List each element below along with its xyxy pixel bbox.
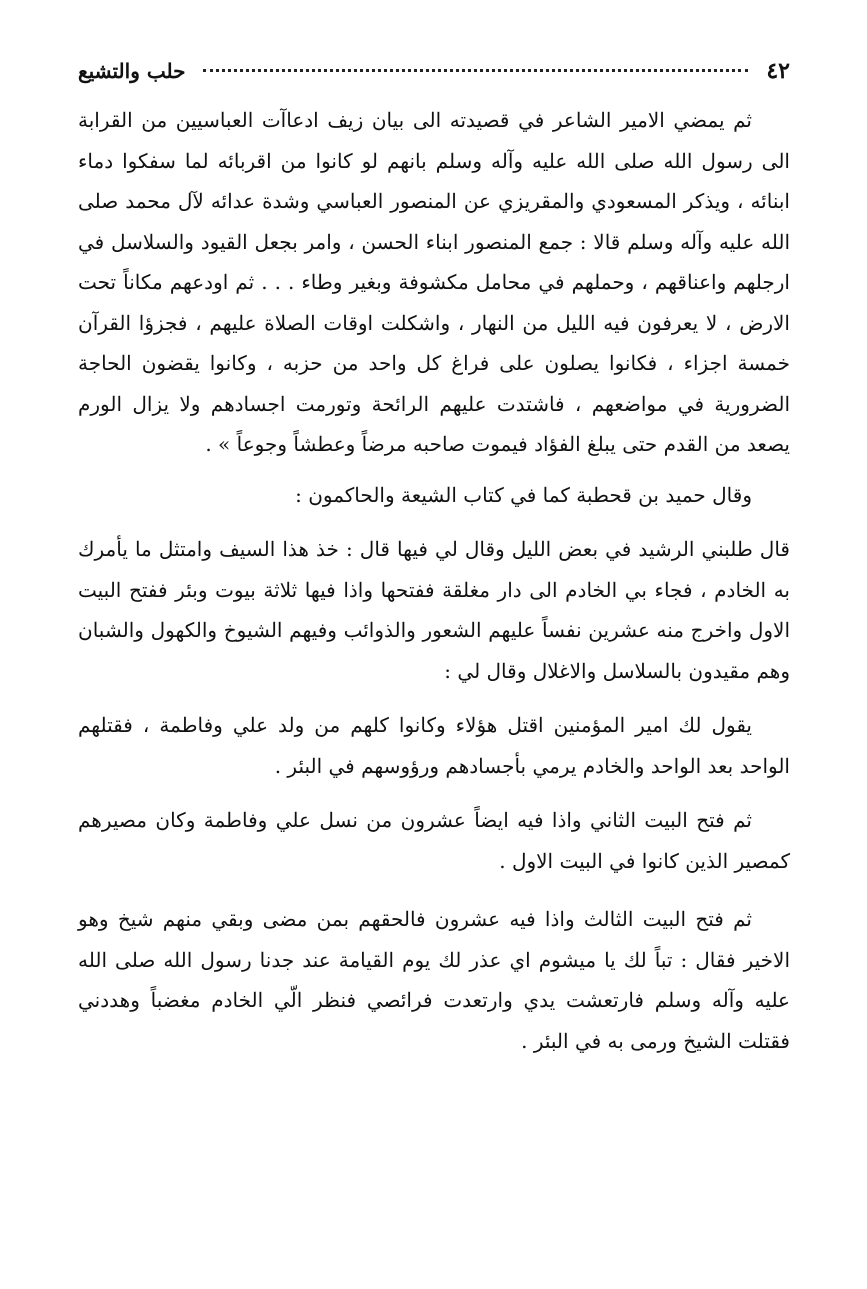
running-header <box>78 58 790 98</box>
book-page <box>78 58 790 1061</box>
paragraph-1: ثم يمضي الامير الشاعر في قصيدته الى بيان زيف ادعاآت العباسيين من القرابة الى رسول الله صلى الله عليه وآله وسلم بانهم لو كانوا من اقربائه لما سفكوا دماء ابنائه ، ويذكر المسعودي والمقريزي عن المنصور العباسي وشدة عدائه لآل محمد صلى الله عليه وآله وسلم قالا : جمع المنصور ابناء الحسن ، وامر بجعل القيود والسلاسل في ارجلهم واعناقهم ، وحملهم في محامل مكشوفة وبغير وطاء . . . ثم اودعهم مكاناً تحت الارض ، لا يعرفون فيه الليل من النهار ، واشكلت اوقات الصلاة عليهم ، فجزؤا القرآن خمسة اجزاء ، فكانوا يصلون على فراغ كل واحد من حزبه ، وكانوا يقضون الحاجة الضرورية في مواضعهم ، فاشتدت عليهم الرائحة وتورمت اجسادهم ولا يزال الورم يصعد من القدم حتى يبلغ الفؤاد فيموت صاحبه مرضاً وعطشاً وجوعاً » . <box>78 108 790 456</box>
page-number: ٤٢ <box>766 58 790 84</box>
paragraph-4: يقول لك امير المؤمنين اقتل هؤلاء وكانوا كلهم من ولد علي وفاطمة ، فقتلهم الواحد بعد الواحد والخادم يرمي بأجسادهم ورؤوسهم في البئر . <box>78 713 790 778</box>
paragraph-2: وقال حميد بن قحطبة كما في كتاب الشيعة والحاكمون : <box>295 482 752 507</box>
paragraph-3: قال طلبني الرشيد في بعض الليل وقال لي فيها قال : خذ هذا السيف وامتثل ما يأمرك به الخادم ، فجاء بي الخادم الى دار مغلقة ففتحها واذا فيها ثلاثة بيوت وبئر ففتح البيت الاول واخرج منه عشرين نفساً عليهم الشعور والذوائب وفيهم الشيوخ والكهول والشبان وهم مقيدون بالسلاسل والاغلال وقال لي : <box>78 537 790 683</box>
running-title: حلب والتشيع <box>78 59 186 83</box>
paragraph-5: ثم فتح البيت الثاني واذا فيه ايضاً عشرون من نسل علي وفاطمة وكان مصيرهم كمصير الذين كانوا في البيت الاول . <box>78 808 790 873</box>
paragraph-6: ثم فتح البيت الثالث واذا فيه عشرون فالحقهم بمن مضى وبقي منهم شيخ وهو الاخير فقال : تباً لك يا ميشوم اي عذر لك يوم القيامة عند جدنا رسول الله صلى الله عليه وآله وسلم فارتعشت يدي وارتعدت فرائصي فنظر الّي الخادم مغضباً وهددني فقتلت الشيخ ورمى به في البئر . <box>78 907 790 1053</box>
header-dot-leader <box>203 69 748 72</box>
